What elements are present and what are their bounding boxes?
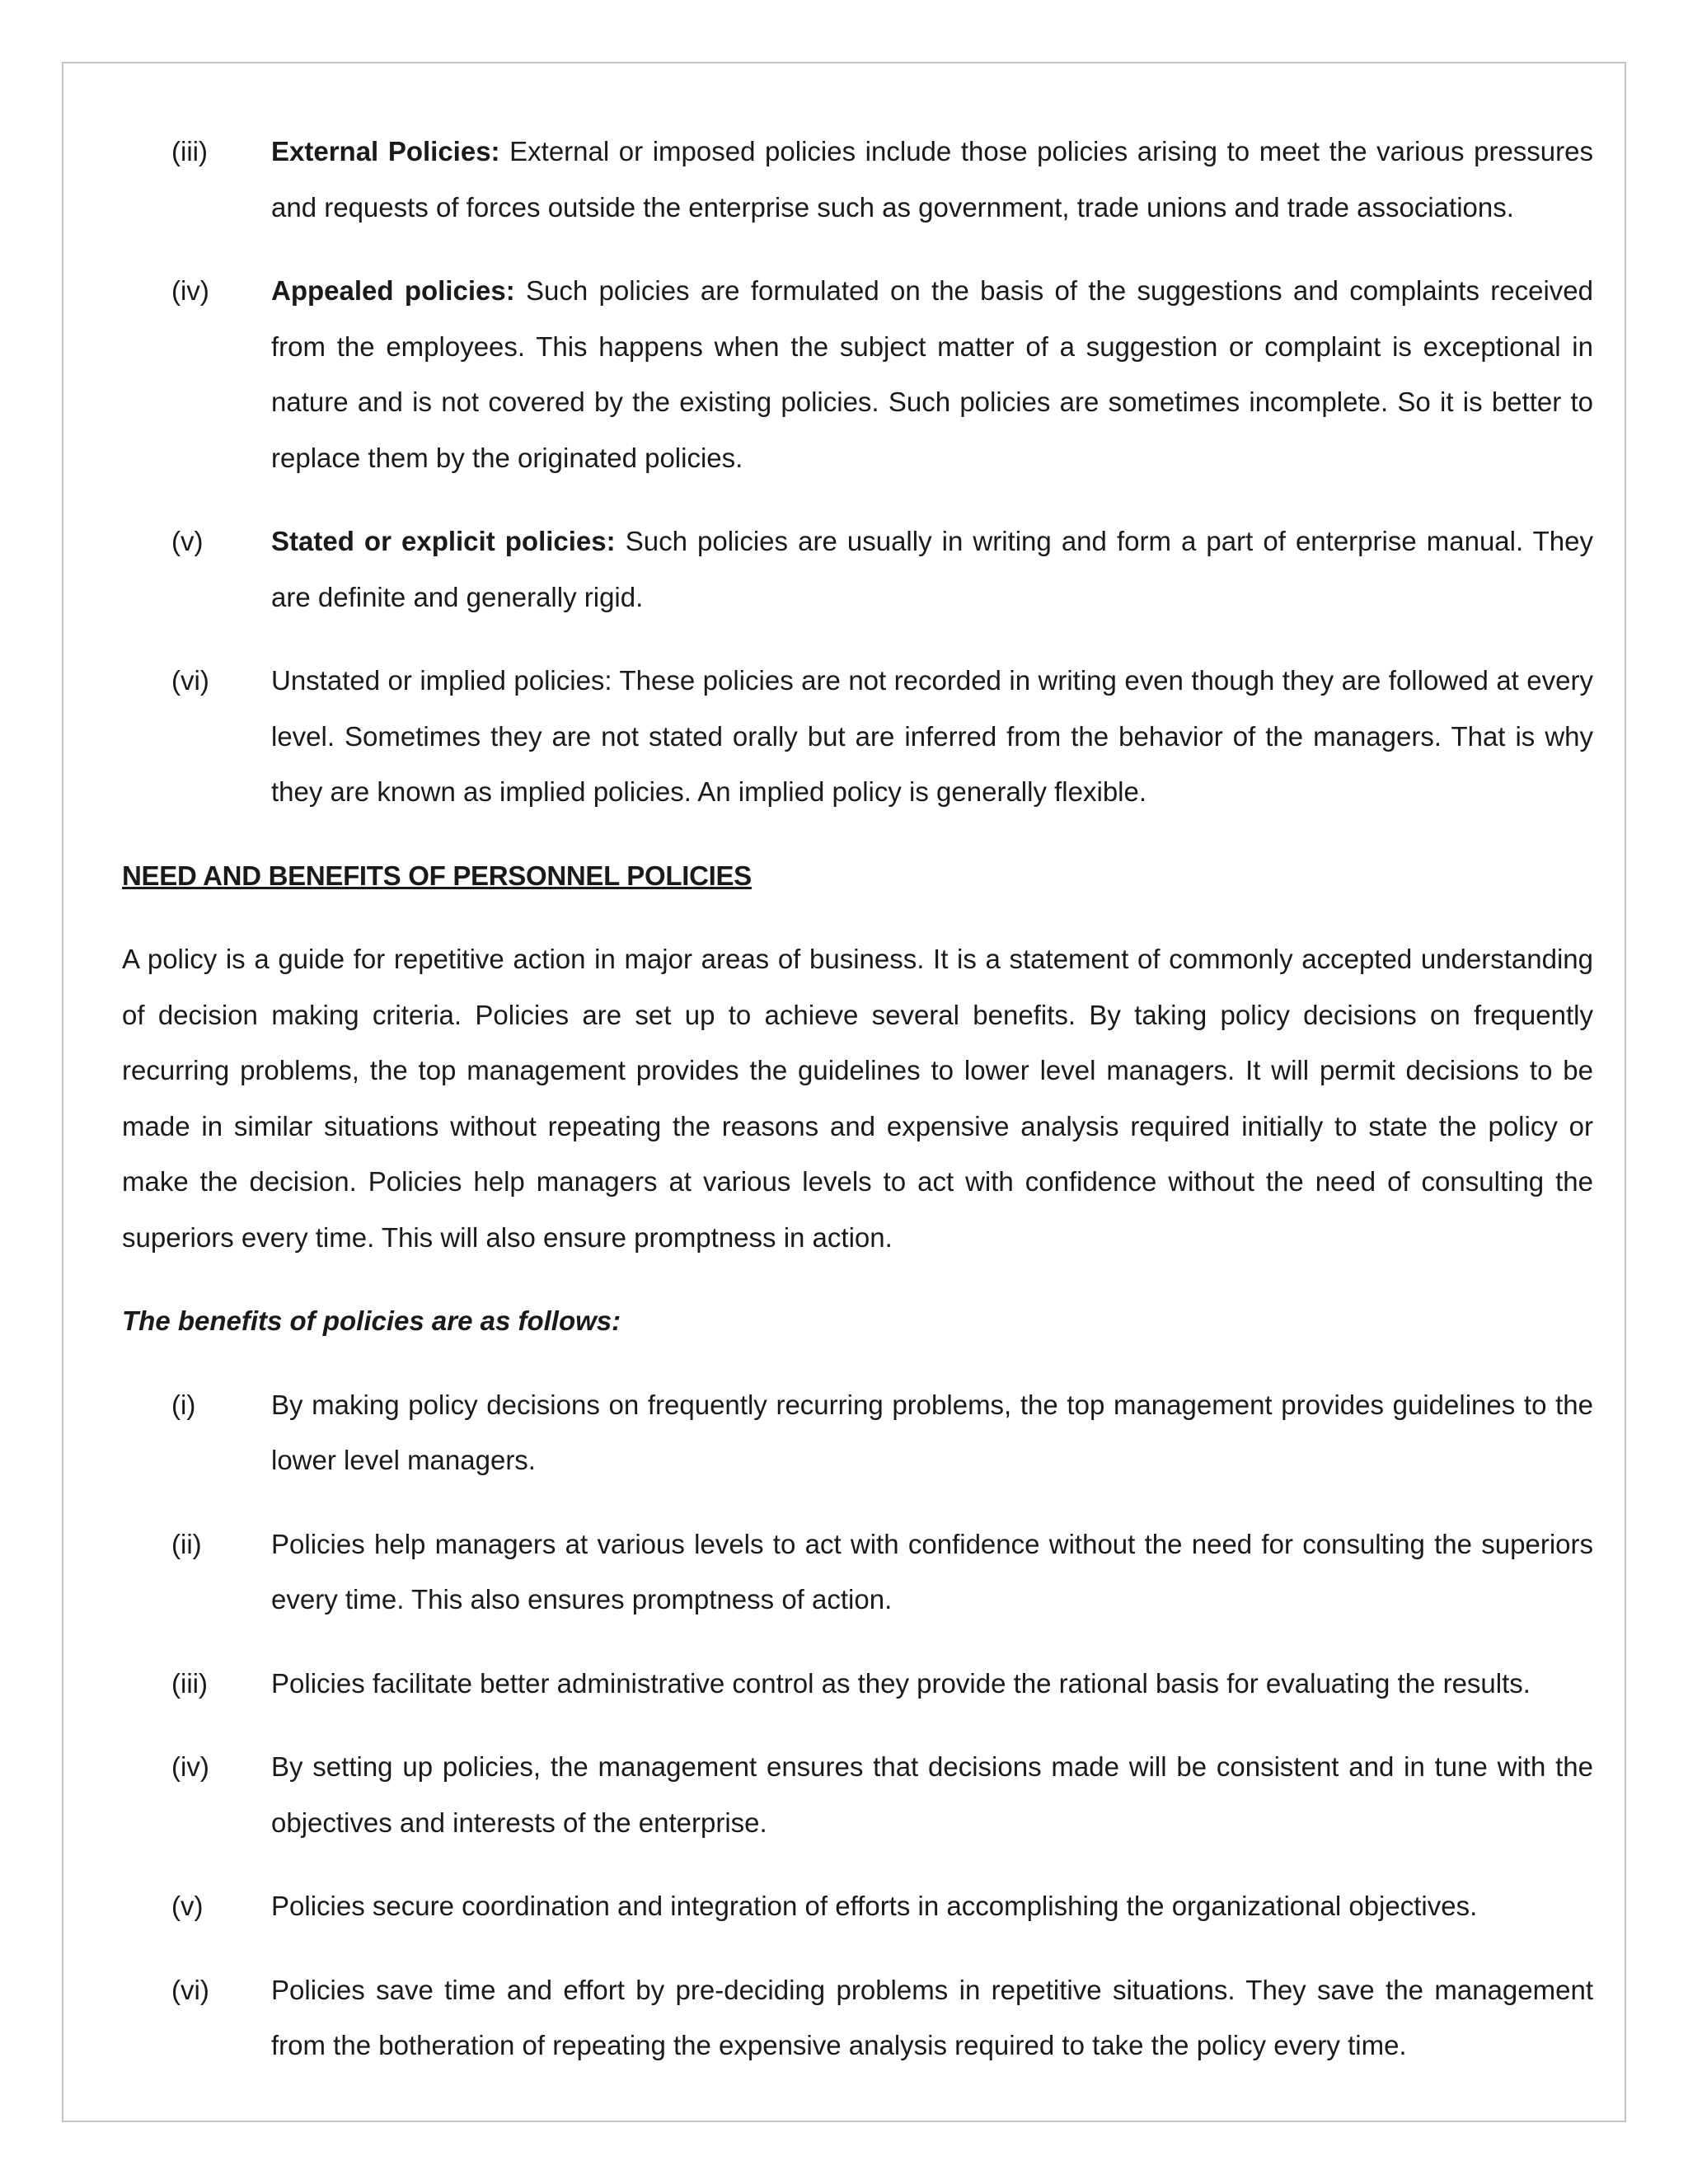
policy-type-item (122, 513, 1593, 625)
item-text: By making policy decisions on frequently recurring problems, the top management provides guidelines to the lower level managers. (271, 1389, 1593, 1475)
item-lead-term: Appealed policies: (271, 275, 515, 306)
list-number: (iv) (171, 275, 209, 306)
list-number: (iii) (171, 136, 208, 166)
benefit-item (122, 1878, 1593, 1934)
benefit-item (122, 1739, 1593, 1850)
policy-type-item (122, 263, 1593, 485)
list-number: (v) (171, 1891, 204, 1921)
item-text: Policies facilitate better administrative control as they provide the rational basis for evaluating the results. (271, 1667, 1531, 1699)
item-text: Such policies are usually in writing and form a part of enterprise manual. They are definite and generally rigid. (271, 526, 1593, 612)
benefit-item (122, 1377, 1593, 1488)
policy-type-item (122, 653, 1593, 820)
section-heading: NEED AND BENEFITS OF PERSONNEL POLICIES (122, 860, 752, 891)
intro-paragraph: A policy is a guide for repetitive action in major areas of business. It is a statement of commonly accepted understanding of decision making criteria. Policies are set up to achieve several benefits. By taking policy decisions on frequently recurring problems, the top management provides the guidelines to lower level managers. It will permit decisions to be made in similar situations without repeating the reasons and expensive analysis required initially to state the policy or make the decision. Policies help managers at various levels to act with confidence without the need of consulting the superiors every time. This will also ensure promptness in action. (122, 944, 1593, 1253)
item-text: External or imposed policies include those policies arising to meet the various pressures and requests of forces outside the enterprise such as government, trade unions and trade associations. (271, 136, 1593, 223)
benefit-item (122, 1962, 1593, 2074)
list-number: (ii) (171, 1528, 202, 1559)
item-lead-term: External Policies: (271, 136, 500, 166)
benefits-heading: The benefits of policies are as follows: (122, 1305, 621, 1336)
item-text: Policies help managers at various levels to act with confidence without the need for consulting the superiors every time. This also ensures promptness of action. (271, 1528, 1593, 1615)
benefit-item (122, 1516, 1593, 1628)
item-lead-term: Stated or explicit policies: (271, 526, 616, 556)
list-number: (vi) (171, 1974, 209, 2005)
item-text: By setting up policies, the management ensures that decisions made will be consistent and in tune with the objectives and interests of the enterprise. (271, 1751, 1593, 1838)
item-text: Unstated or implied policies: These policies are not recorded in writing even though they are followed at every level. Sometimes they are not stated orally but are inferred from the behavior of the managers. That is why they are known as implied policies. An implied policy is generally flexible. (271, 665, 1593, 807)
list-number: (v) (171, 526, 204, 556)
document-body (122, 124, 1593, 2102)
item-text: Policies secure coordination and integration of efforts in accomplishing the organizational objectives. (271, 1891, 1478, 1921)
list-number: (i) (171, 1389, 196, 1420)
list-number: (vi) (171, 665, 209, 696)
item-text: Such policies are formulated on the basis of the suggestions and complaints received from the employees. This happens when the subject matter of a suggestion or complaint is exceptional in nature and is not covered by the existing policies. Such policies are sometimes incomplete. So it is better to replace them by the originated policies. (271, 275, 1593, 473)
item-text: Policies save time and effort by pre-deciding problems in repetitive situations. They save the management from the botheration of repeating the expensive analysis required to take the policy every time. (271, 1974, 1593, 2060)
list-number: (iii) (171, 1667, 208, 1699)
benefit-item (122, 1656, 1593, 1712)
policy-type-item (122, 124, 1593, 235)
list-number: (iv) (171, 1751, 209, 1782)
